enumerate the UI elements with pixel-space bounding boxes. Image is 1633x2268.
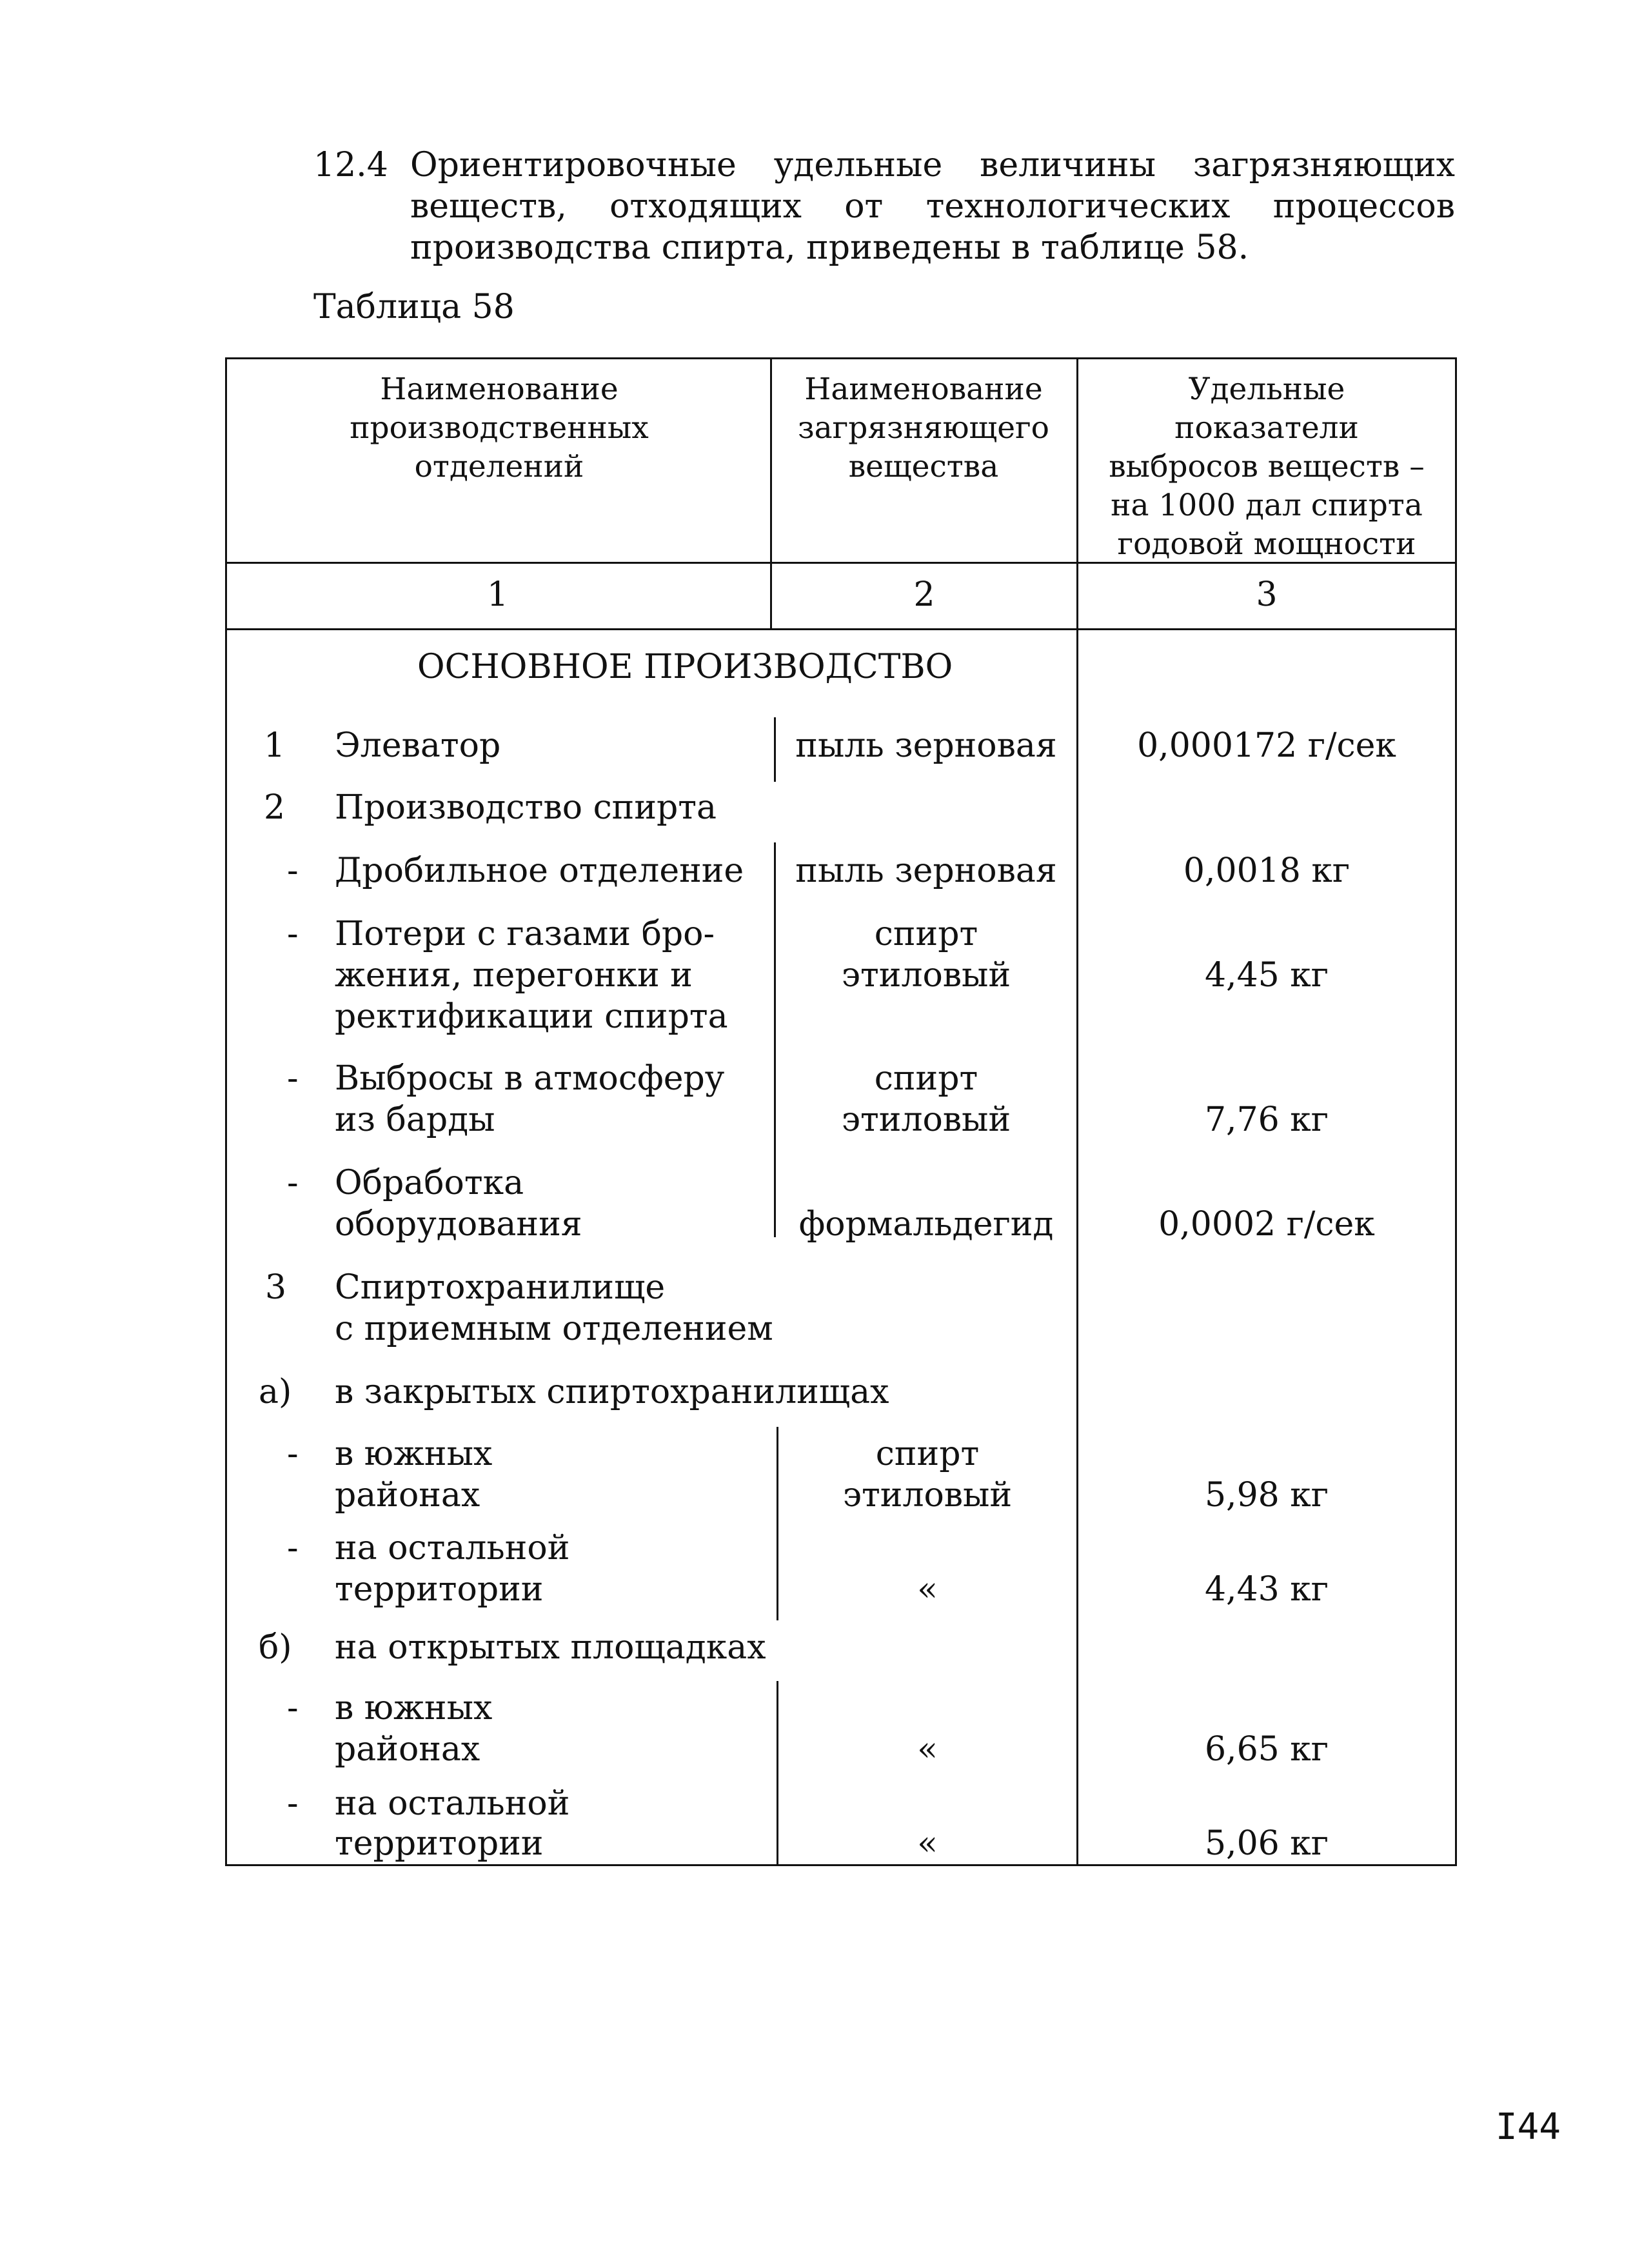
row-value: 5,98 кг bbox=[1204, 1476, 1329, 1515]
row-name: жения, перегонки и bbox=[335, 956, 693, 995]
row-marker: - bbox=[287, 1529, 299, 1567]
row-substance: спирт bbox=[874, 915, 978, 953]
table-border-top bbox=[225, 357, 1457, 359]
row-name: Обработка bbox=[335, 1164, 524, 1202]
header-col-2 bbox=[773, 370, 1074, 486]
row-value: 7,76 кг bbox=[1204, 1100, 1329, 1139]
row-marker: - bbox=[287, 1784, 299, 1823]
header-line: загрязняющего bbox=[798, 410, 1049, 446]
row-value: 0,0002 г/сек bbox=[1158, 1205, 1375, 1244]
row-marker: - bbox=[287, 1059, 299, 1098]
row-name: Дробильное отделение bbox=[335, 851, 744, 890]
paragraph-line: веществ, отходящих от технологических процессов bbox=[410, 187, 1455, 226]
header-line: Наименование bbox=[380, 372, 619, 407]
header-line: вещества bbox=[848, 449, 999, 484]
row-value: 0,0018 кг bbox=[1183, 851, 1351, 890]
row-substance: « bbox=[917, 1824, 938, 1863]
row-substance: « bbox=[917, 1570, 938, 1609]
row-substance: этиловый bbox=[842, 1476, 1013, 1515]
row-value: 4,43 кг bbox=[1204, 1570, 1329, 1609]
row-substance: спирт bbox=[875, 1435, 980, 1473]
paragraph-line: Ориентировочные удельные величины загрязняющих bbox=[410, 146, 1455, 184]
row-name: Потери с газами бро- bbox=[335, 915, 715, 953]
header-line: на 1000 дал спирта bbox=[1111, 488, 1423, 523]
row-substance: спирт bbox=[874, 1059, 978, 1098]
row-name: ректификации спирта bbox=[335, 997, 728, 1036]
row-value: 0,000172 г/сек bbox=[1137, 726, 1396, 765]
header-line: Удельные bbox=[1188, 372, 1345, 407]
row-marker: - bbox=[287, 851, 299, 890]
col-number-1: 1 bbox=[486, 575, 509, 614]
page-number: I44 bbox=[1495, 2106, 1561, 2148]
paragraph-number: 12.4 bbox=[313, 146, 388, 184]
row-marker: б) bbox=[259, 1628, 292, 1667]
row-name: оборудования bbox=[335, 1205, 582, 1244]
row-substance: формальдегид bbox=[798, 1205, 1054, 1244]
table-border-bottom bbox=[225, 1864, 1457, 1866]
row-name: территории bbox=[335, 1570, 544, 1609]
row-marker: а) bbox=[259, 1373, 292, 1411]
row-name: районах bbox=[335, 1476, 480, 1515]
table-border-right bbox=[1455, 357, 1457, 1865]
row-name: в закрытых спиртохранилищах bbox=[335, 1373, 889, 1411]
section-title: ОСНОВНОЕ ПРОИЗВОДСТВО bbox=[417, 648, 953, 686]
row-name: на остальной bbox=[335, 1784, 570, 1823]
header-col-1 bbox=[232, 370, 767, 486]
table-caption: Таблица 58 bbox=[313, 288, 515, 326]
row-name: Спиртохранилище bbox=[335, 1268, 666, 1307]
row-substance: этиловый bbox=[841, 956, 1011, 995]
row-substance: пыль зерновая bbox=[795, 726, 1057, 765]
row-marker: 1 bbox=[264, 726, 286, 765]
row-value: 4,45 кг bbox=[1204, 956, 1329, 995]
col-number-2: 2 bbox=[913, 575, 935, 614]
row-substance: « bbox=[917, 1730, 938, 1769]
row-name: с приемным отделением bbox=[335, 1309, 773, 1348]
row-value: 6,65 кг bbox=[1204, 1730, 1329, 1769]
row-name: Выбросы в атмосферу bbox=[335, 1059, 725, 1098]
row-substance: этиловый bbox=[841, 1100, 1011, 1139]
row-name: Элеватор bbox=[335, 726, 501, 765]
col-number-3: 3 bbox=[1256, 575, 1278, 614]
header-col-3 bbox=[1080, 370, 1454, 564]
row-name: Производство спирта bbox=[335, 788, 717, 827]
header-line: производственных bbox=[350, 410, 649, 446]
header-line: показатели bbox=[1174, 410, 1359, 446]
row-marker: - bbox=[287, 1435, 299, 1473]
row-name: районах bbox=[335, 1730, 480, 1769]
row-value: 5,06 кг bbox=[1204, 1824, 1329, 1863]
row-name: на открытых площадках bbox=[335, 1628, 766, 1667]
header-line: отделений bbox=[414, 449, 584, 484]
row-marker: - bbox=[287, 1164, 299, 1202]
row-marker: 3 bbox=[265, 1268, 287, 1307]
emissions-table bbox=[225, 357, 1457, 1865]
row-substance: пыль зерновая bbox=[795, 851, 1057, 890]
col-divider-1-seg bbox=[774, 842, 776, 1237]
paragraph-line: производства спирта, приведены в таблице 58. bbox=[410, 228, 1249, 267]
row-marker: 2 bbox=[264, 788, 286, 827]
row-name: в южных bbox=[335, 1689, 493, 1727]
header-line: выбросов веществ – bbox=[1109, 449, 1425, 484]
row-marker: - bbox=[287, 1689, 299, 1727]
row-name: из барды bbox=[335, 1100, 495, 1139]
row-marker: - bbox=[287, 915, 299, 953]
row-name: территории bbox=[335, 1824, 544, 1863]
colnum-divider bbox=[225, 628, 1457, 630]
row-name: на остальной bbox=[335, 1529, 570, 1567]
header-line: Наименование bbox=[804, 372, 1043, 407]
header-line: годовой мощности bbox=[1117, 526, 1416, 562]
row-name: в южных bbox=[335, 1435, 493, 1473]
